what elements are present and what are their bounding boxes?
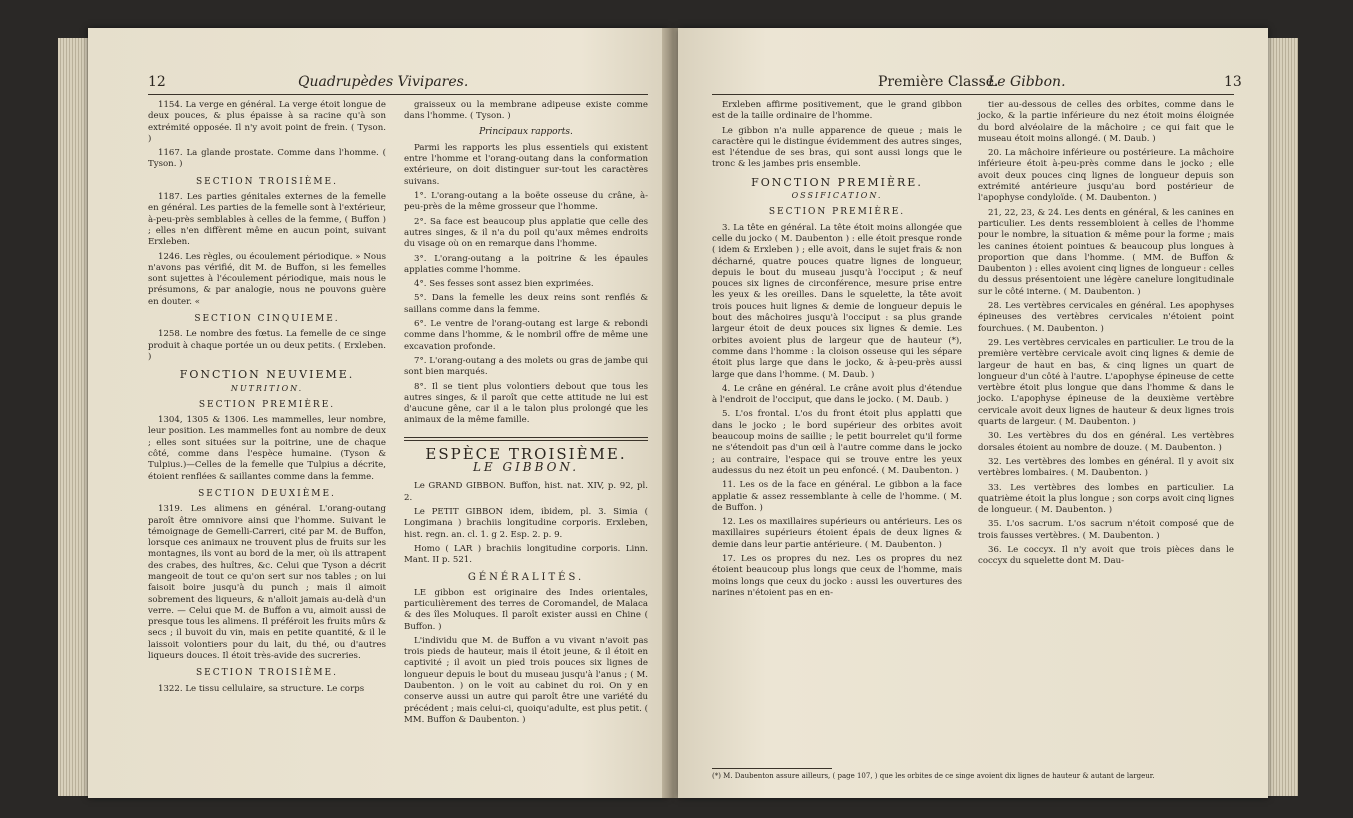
paragraph: 1154. La verge en général. La verge étoit longue de deux pouces, & plus épaisse à sa racine qu'à son extrémité opposée. Il n'y avoit point de frein. ( Tyson. ) (148, 100, 386, 144)
page-number-left: 12 (148, 74, 166, 90)
footnote: (*) M. Daubenton assure ailleurs, ( page 107, ) que les orbites de ce singe avoient dix lignes de hauteur & autant de largeur. (712, 772, 1155, 780)
subital-heading: Principaux rapports. (479, 126, 573, 137)
sec-heading: SECTION TROISIÈME. (196, 668, 338, 679)
running-head-right-b: Le Gibbon. (988, 74, 1066, 90)
paragraph: Erxleben affirme positivement, que le grand gibbon est de la taille ordinaire de l'homme. (712, 100, 962, 122)
open-book (18, 8, 1336, 810)
left-page (88, 28, 668, 798)
bigtitle-heading: ESPÈCE TROISIÈME. (425, 444, 627, 463)
page-edges-left (58, 38, 92, 796)
paragraph: 1246. Les règles, ou écoulement périodique. » Nous n'avons pas vérifié, dit M. de Buffon, si les femelles sont sujettes à l'écoulement périodique, mais nous le présumons, & par analogie, nous ne pouvons guère en douter. « (148, 251, 386, 307)
paragraph: Le GRAND GIBBON. Buffon, hist. nat. XIV, p. 92, pl. 2. (404, 481, 648, 503)
paragraph: 30. Les vertèbres du dos en général. Les vertèbres dorsales étoient au nombre de douze. ( M. Daubenton. ) (978, 431, 1234, 453)
paragraph: 4. Le crâne en général. Le crâne avoit plus d'étendue à l'endroit de l'occiput, que dans le jocko. ( M. Daub. ) (712, 383, 962, 406)
paragraph: graisseux ou la membrane adipeuse existe comme dans l'homme. ( Tyson. ) (404, 100, 648, 122)
paragraph: LE gibbon est originaire des Indes orientales, particulièrement des terres de Coromandel, de Malaca & des îles Moluques. Il paroît exister aussi en Chine ( Buffon. ) (404, 587, 648, 632)
right-column-2 (978, 100, 1234, 571)
paragraph: 1167. La glande prostate. Comme dans l'homme. ( Tyson. ) (148, 148, 386, 170)
footnote-rule (712, 768, 832, 769)
paragraph: 20. La mâchoire inférieure ou postérieure. La mâchoire inférieure étoit à-peu-près comme dans le jocko ; elle avoit deux pouces cinq lignes de longueur depuis son extrémité antérieure jusqu'au bord postérieur de l'apophyse condyloïde. ( M. Daubenton. ) (978, 148, 1234, 204)
running-head-left: Quadrupèdes Vivipares. (298, 74, 469, 90)
sec-heading: SECTION PREMIÈRE. (198, 399, 336, 410)
sec-heading: SECTION DEUXIÈME. (198, 488, 336, 499)
paragraph: 6°. Le ventre de l'orang-outang est large & rebondi comme dans l'homme, & le nombril offre de même une excavation profonde. (404, 319, 648, 352)
paragraph: 5. L'os frontal. L'os du front étoit plus applatti que dans le jocko ; le bord supérieur des orbites avoit beaucoup moins de saillie ; le petit bourrelet qu'il forme ne s'étendoit pas d'un œil à l'autre comme dans le jocko ; au contraire, l'espace qui se trouve entre les yeux audessus du nez étoit un peu enfoncé. ( M. Daubenton. ) (712, 409, 962, 476)
page-number-right: 13 (1224, 74, 1242, 90)
sub-heading: NUTRITION. (230, 383, 304, 393)
paragraph: 1187. Les parties génitales externes de la femelle en général. Les parties de la femelle sont à l'extérieur, à-peu-près semblables à celles de la femme, ( Buffon ) ; elles n'en diffèrent même en aucun point, suivant Erxleben. (148, 192, 386, 248)
double-rule (404, 437, 648, 441)
paragraph: 21, 22, 23, & 24. Les dents en général, & les canines en particulier. Les dents ressembloient à celles de l'homme pour le nombre, la situation & même pour la forme ; mais les canines étoient pointues & beaucoup plus longues à proportion que dans l'homme. ( MM. de Buffon & Daubenton ) : elles avoient cinq lignes de longueur : celles du dessus présentoient une légère canelure longitudinale sur le côté interne. ( M. Daubenton. ) (978, 207, 1234, 297)
left-column-1 (148, 100, 386, 698)
paragraph: 35. L'os sacrum. L'os sacrum n'étoit composé que de trois fausses vertèbres. ( M. Daubenton. ) (978, 519, 1234, 541)
gen-heading: GÉNÉRALITÉS. (467, 572, 585, 584)
paragraph: 4°. Ses fesses sont assez bien exprimées. (414, 279, 594, 290)
header-rule-left (148, 94, 648, 95)
paragraph: 32. Les vertèbres des lombes en général. Il y avoit six vertèbres lombaires. ( M. Daubenton. ) (978, 456, 1234, 479)
paragraph: 3°. L'orang-outang a la poitrine & les épaules applaties comme l'homme. (404, 253, 648, 275)
paragraph: 33. Les vertèbres des lombes en particulier. La quatrième étoit la plus longue ; son corps avoit cinq lignes de longueur. ( M. Daubenton. ) (978, 482, 1234, 516)
paragraph: 1258. Le nombre des fœtus. La femelle de ce singe produit à chaque portée un ou deux petits. ( Erxleben. ) (148, 329, 386, 362)
paragraph: 29. Les vertèbres cervicales en particulier. Le trou de la première vertèbre cervicale avoit cinq lignes & demie de largeur de haut en bas, & cinq lignes un quart de longueur d'un côté à l'autre. L'apophyse épineuse de cette vertèbre étoit plus longue que dans l'homme & dans le jocko. L'apophyse épineuse de la deuxième vertèbre cervicale avoit deux lignes de hauteur & deux lignes trois quarts de largeur. ( M. Daubenton. ) (978, 337, 1234, 428)
paragraph: Parmi les rapports les plus essentiels qui existent entre l'homme et l'orang-outang dans la conformation extérieure, on doit distinguer sur-tout les caractères suivans. (404, 142, 648, 187)
paragraph: Le gibbon n'a nulle apparence de queue ; mais le caractère qui le distingue évidemment des autres singes, est l'étendue de ses bras, qui sont aussi longs que le tronc & les jambes pris ensemble. (712, 125, 962, 170)
paragraph: 1°. L'orang-outang a la boëte osseuse du crâne, à-peu-près de la même grosseur que l'homme. (404, 191, 648, 213)
sub-heading: OSSIFICATION. (791, 191, 883, 201)
paragraph: 5°. Dans la femelle les deux reins sont renflés & saillans comme dans la femme. (404, 293, 648, 315)
right-page (678, 28, 1268, 798)
paragraph: 1304, 1305 & 1306. Les mammelles, leur nombre, leur position. Les mammelles font au nombre de deux ; elles sont situées sur la poitrine, une de chaque côté, comme dans l'espèce humaine. (Tyson & Tulpius.)—Celles de la femelle que Tulpius a décrite, étoient renflées & saillantes comme dans la femme. (148, 415, 386, 482)
paragraph: 17. Les os propres du nez. Les os propres du nez étoient beaucoup plus longs que ceux de l'homme, mais moins longs que ceux du jocko : aussi les ouvertures des narines n'étoient pas en en- (712, 553, 962, 598)
fonc-heading: FONCTION NEUVIEME. (179, 368, 355, 382)
fonc-heading: FONCTION PREMIÈRE. (751, 175, 923, 189)
page-edges-right (1264, 38, 1298, 796)
paragraph: 2°. Sa face est beaucoup plus applatie que celle des autres singes, & il n'a du poil qu'aux mêmes endroits du visage où on en remarque dans l'homme. (404, 216, 648, 250)
paragraph: 1322. Le tissu cellulaire, sa structure. Le corps (158, 683, 365, 694)
sec-heading: SECTION PREMIÈRE. (768, 207, 906, 218)
paragraph: 7°. L'orang-outang a des molets ou gras de jambe qui sont bien marqués. (404, 355, 648, 378)
paragraph: 36. Le coccyx. Il n'y avoit que trois pièces dans le coccyx du squelette dont M. Dau- (978, 544, 1234, 567)
sec-heading: SECTION CINQUIEME. (194, 314, 340, 325)
paragraph: 1319. Les alimens en général. L'orang-outang paroît être omnivore ainsi que l'homme. Suivant le témoignage de Gemelli-Carreri, cité par M. de Buffon, lorsque ces animaux ne trouvent plus de fruits sur les montagnes, ils vont au bord de la mer, où ils attrapent des crabes, des huîtres, &c. Celui que Tyson a décrit mangeoit de tout ce qu'on sert sur nos tables ; on lui faisoit boire jusqu'à du punch ; mais il aimoit sobrement des liqueurs, & n'alloit jamais au-delà d'un verre. — Celui que M. de Buffon a vu, aimoit aussi de presque tous les alimens. Il préféroit les fruits mûrs & secs ; il buvoit du vin, mais en petite quantité, & il le laissoit volontiers pour du lait, du thé, ou d'autres liqueurs douces. Il étoit très-avide des sucreries. (148, 504, 386, 662)
paragraph: Le PETIT GIBBON idem, ibidem, pl. 3. Simia ( Longimana ) brachiis longitudine corporis. Erxleben, hist. regn. an. cl. 1. g 2. Esp. 2. p. 9. (404, 506, 648, 540)
paragraph: 3. La tête en général. La tête étoit moins allongée que celle du jocko ( M. Daubenton ) : elle étoit presque ronde ( idem & Erxleben ) ; elle avoit, dans le sujet frais & non décharné, quatre pouces quatre lignes de longueur, depuis le bout du museau jusqu'à l'occiput ; & neuf pouces six lignes de circonférence, mesure prise entre les yeux & les oreilles. Dans le squelette, la tête avoit trois pouces huit lignes & demie de longueur depuis le bout des mâchoires jusqu'à l'occiput : sa plus grande largeur étoit de deux pouces six lignes & demie. Les orbites avoient plus de largeur que de hauteur (*), comme dans l'homme : la cloison osseuse qui les sépare étoit plus large que dans le jocko, & à-peu-près aussi large que dans l'homme. ( M. Daub. ) (712, 222, 962, 380)
paragraph: tier au-dessous de celles des orbites, comme dans le jocko, & la partie inférieure du nez étoit moins éloignée du bord alvéolaire de la mâchoire ; ce qui fait que le museau étoit moins allongé. ( M. Daub. ) (978, 100, 1234, 144)
paragraph: 8°. Il se tient plus volontiers debout que tous les autres singes, & il paroît que cette attitude ne lui est d'aucune gêne, car il a le talon plus prolongé que les animaux de la même famille. (404, 381, 648, 426)
paragraph: Homo ( LAR ) brachiis longitudine corporis. Linn. Mant. II p. 521. (404, 543, 648, 566)
left-column-2 (404, 100, 648, 729)
header-rule-right (712, 94, 1234, 95)
paragraph: 28. Les vertèbres cervicales en général. Les apophyses épineuses des vertèbres cervicales n'étoient point fourchues. ( M. Daubenton. ) (978, 301, 1234, 334)
gibbon-heading: LE GIBBON. (472, 460, 580, 475)
paragraph: L'individu que M. de Buffon a vu vivant n'avoit pas trois pieds de hauteur, mais il étoit jeune, & il étoit en captivité ; il avoit un pied trois pouces six lignes de longueur depuis le bout du museau jusqu'à l'anus ; ( M. Daubenton. ) on le voit au cabinet du roi. On y en conserve aussi un autre qui paroît être une variété du précédent ; mais celui-ci, quoiqu'adulte, est plus petit. ( MM. Buffon & Daubenton. ) (404, 635, 648, 725)
sec-heading: SECTION TROISIÈME. (196, 176, 338, 187)
paragraph: 11. Les os de la face en général. Le gibbon a la face applatie & assez ressemblante à celle de l'homme. ( M. de Buffon. ) (712, 480, 962, 513)
running-head-right-a: Première Classe. (878, 74, 999, 90)
right-column-1 (712, 100, 962, 602)
paragraph: 12. Les os maxillaires supérieurs ou antérieurs. Les os maxillaires supérieurs étoient épais de deux lignes & demie dans leur partie antérieure. ( M. Daubenton. ) (712, 517, 962, 550)
